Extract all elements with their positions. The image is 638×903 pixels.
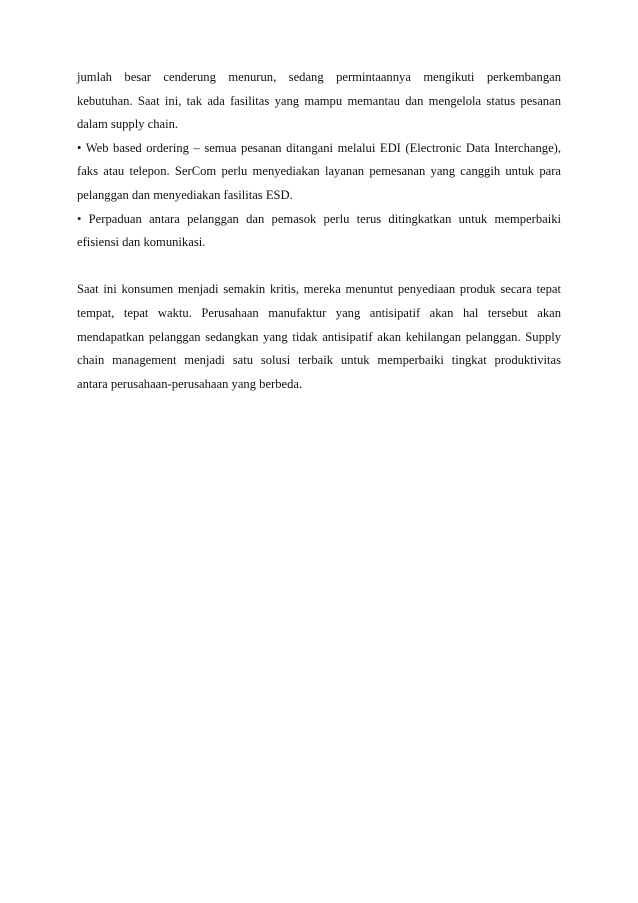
text-line: • Web based ordering – semua pesanan ditangani melalui EDI (Electronic Data Interchange), (77, 140, 561, 155)
text-line: antara perusahaan-perusahaan yang berbeda. (77, 376, 303, 391)
text-line: • Perpaduan antara pelanggan dan pemasok perlu terus ditingkatkan untuk memperbaiki (77, 211, 561, 226)
text-line: efisiensi dan komunikasi. (77, 235, 206, 250)
paragraph-supply-chain-status (77, 66, 561, 137)
text-line: pelanggan dan menyediakan fasilitas ESD. (77, 187, 293, 202)
text-line: tempat, tepat waktu. Perusahaan manufaktur yang antisipatif akan hal tersebut akan (77, 305, 561, 320)
bullet-customer-supplier-integration (77, 208, 561, 255)
text-line: jumlah besar cenderung menurun, sedang permintaannya mengikuti perkembangan (77, 70, 561, 84)
paragraph-spacer (77, 255, 561, 279)
bullet-web-based-ordering (77, 137, 561, 208)
document-page (77, 66, 561, 396)
text-line: dalam supply chain. (77, 117, 179, 132)
paragraph-consumer-critical (77, 278, 561, 396)
text-line: chain management menjadi satu solusi terbaik untuk memperbaiki tingkat produktivitas (77, 353, 561, 368)
text-line: kebutuhan. Saat ini, tak ada fasilitas yang mampu memantau dan mengelola status pesanan (77, 93, 561, 108)
text-line: mendapatkan pelanggan sedangkan yang tidak antisipatif akan kehilangan pelanggan. Supply (77, 329, 561, 344)
text-line: Saat ini konsumen menjadi semakin kritis, mereka menuntut penyediaan produk secara tepat (77, 282, 561, 297)
text-line: faks atau telepon. SerCom perlu menyediakan layanan pemesanan yang canggih untuk para (77, 164, 561, 179)
